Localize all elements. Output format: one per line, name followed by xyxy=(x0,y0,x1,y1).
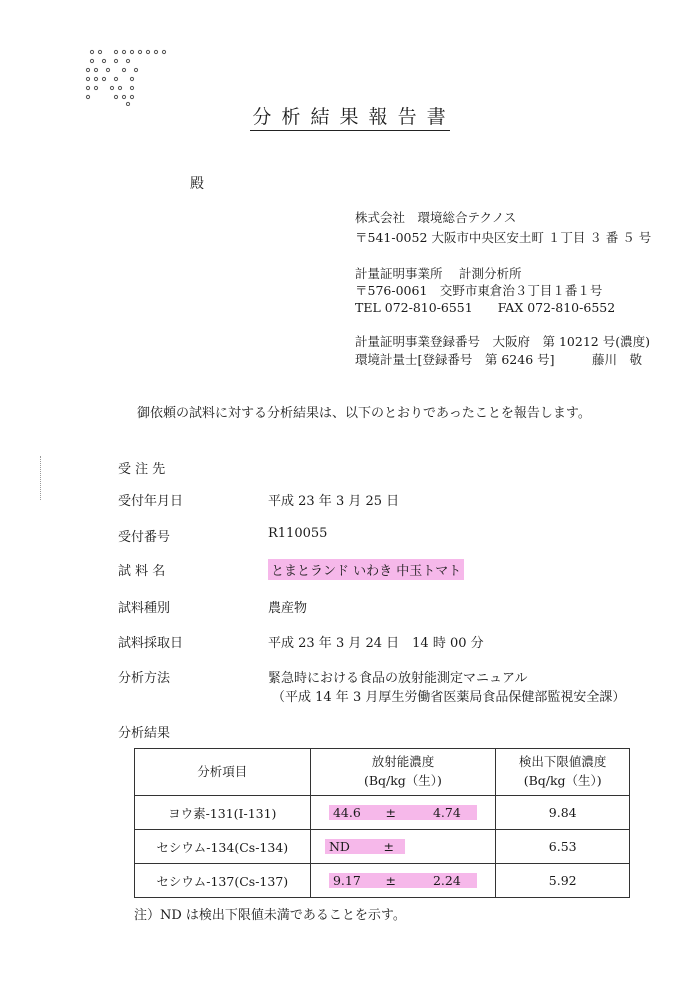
table-row xyxy=(135,830,630,864)
sampling-date-label: 試料採取日 xyxy=(118,636,184,651)
received-date-label: 受付年月日 xyxy=(118,494,184,509)
header-concentration xyxy=(310,749,496,796)
row-limit: 5.92 xyxy=(496,864,630,898)
receipt-number-value: R110055 xyxy=(268,526,328,541)
sample-name-value: とまとランド いわき 中玉トマト xyxy=(268,559,464,580)
row-concentration xyxy=(310,796,496,830)
header-detection-limit xyxy=(496,749,630,796)
client-label: 受 注 先 xyxy=(118,462,166,477)
header-concentration-unit: (Bq/kg（生）) xyxy=(363,773,442,788)
office-name: 計量証明事業所 計測分析所 xyxy=(355,266,522,281)
row-uncertainty: 4.74 xyxy=(432,805,461,820)
analysis-method-note: （平成 14 年 3 月厚生労働省医薬局食品保健部監視安全課） xyxy=(272,690,626,705)
scan-speck-mark xyxy=(40,456,45,500)
addressee-honorific: 殿 xyxy=(190,176,204,192)
row-item: ヨウ素-131(I-131) xyxy=(135,796,311,830)
row-concentration xyxy=(310,830,496,864)
company-name: 株式会社 環境総合テクノス xyxy=(355,210,517,225)
row-value: 9.17 xyxy=(332,873,361,888)
footnote: 注）ND は検出下限値未満であることを示す。 xyxy=(134,908,406,923)
row-limit: 9.84 xyxy=(496,796,630,830)
row-plus-minus: ± xyxy=(385,873,397,888)
receipt-number-label: 受付番号 xyxy=(118,530,171,545)
company-logo-icon xyxy=(82,48,168,106)
row-concentration xyxy=(310,864,496,898)
row-item: セシウム-137(Cs-137) xyxy=(135,864,311,898)
row-value: ND xyxy=(328,839,350,854)
registration-number: 計量証明事業登録番号 大阪府 第 10212 号(濃度) xyxy=(355,334,650,349)
sample-type-value: 農産物 xyxy=(268,601,308,616)
row-uncertainty: 2.24 xyxy=(432,873,461,888)
header-item: 分析項目 xyxy=(135,749,311,796)
office-phone-fax: TEL 072-810-6551 FAX 072-810-6552 xyxy=(355,300,616,315)
company-address: 〒541-0052 大阪市中央区安土町 １丁目 ３ 番 ５ 号 xyxy=(355,230,652,245)
sampling-date-value: 平成 23 年 3 月 24 日 14 時 00 分 xyxy=(268,636,484,651)
certified-measurer: 環境計量士[登録番号 第 6246 号] 藤川 敬 xyxy=(355,352,643,367)
header-limit-unit: (Bq/kg（生）) xyxy=(523,773,602,788)
analysis-method-value: 緊急時における食品の放射能測定マニュアル xyxy=(268,671,528,686)
sample-type-label: 試料種別 xyxy=(118,601,171,616)
row-item: セシウム-134(Cs-134) xyxy=(135,830,311,864)
results-label: 分析結果 xyxy=(118,726,171,741)
analysis-method-label: 分析方法 xyxy=(118,671,171,686)
row-plus-minus: ± xyxy=(385,805,397,820)
row-plus-minus: ± xyxy=(383,839,394,854)
header-limit-label: 検出下限値濃度 xyxy=(518,754,607,770)
table-row xyxy=(135,864,630,898)
received-date-value: 平成 23 年 3 月 25 日 xyxy=(268,494,400,509)
intro-statement: 御依頼の試料に対する分析結果は、以下のとおりであったことを報告します。 xyxy=(137,406,591,421)
office-address: 〒576-0061 交野市東倉治３丁目１番１号 xyxy=(355,283,603,298)
row-limit: 6.53 xyxy=(496,830,630,864)
sample-name-label: 試 料 名 xyxy=(118,564,166,579)
report-title: 分 析 結 果 報 告 書 xyxy=(0,102,700,129)
header-concentration-label: 放射能濃度 xyxy=(371,754,435,770)
results-table xyxy=(134,748,630,898)
table-row xyxy=(135,796,630,830)
row-value: 44.6 xyxy=(332,805,361,820)
results-header-row xyxy=(135,749,630,796)
